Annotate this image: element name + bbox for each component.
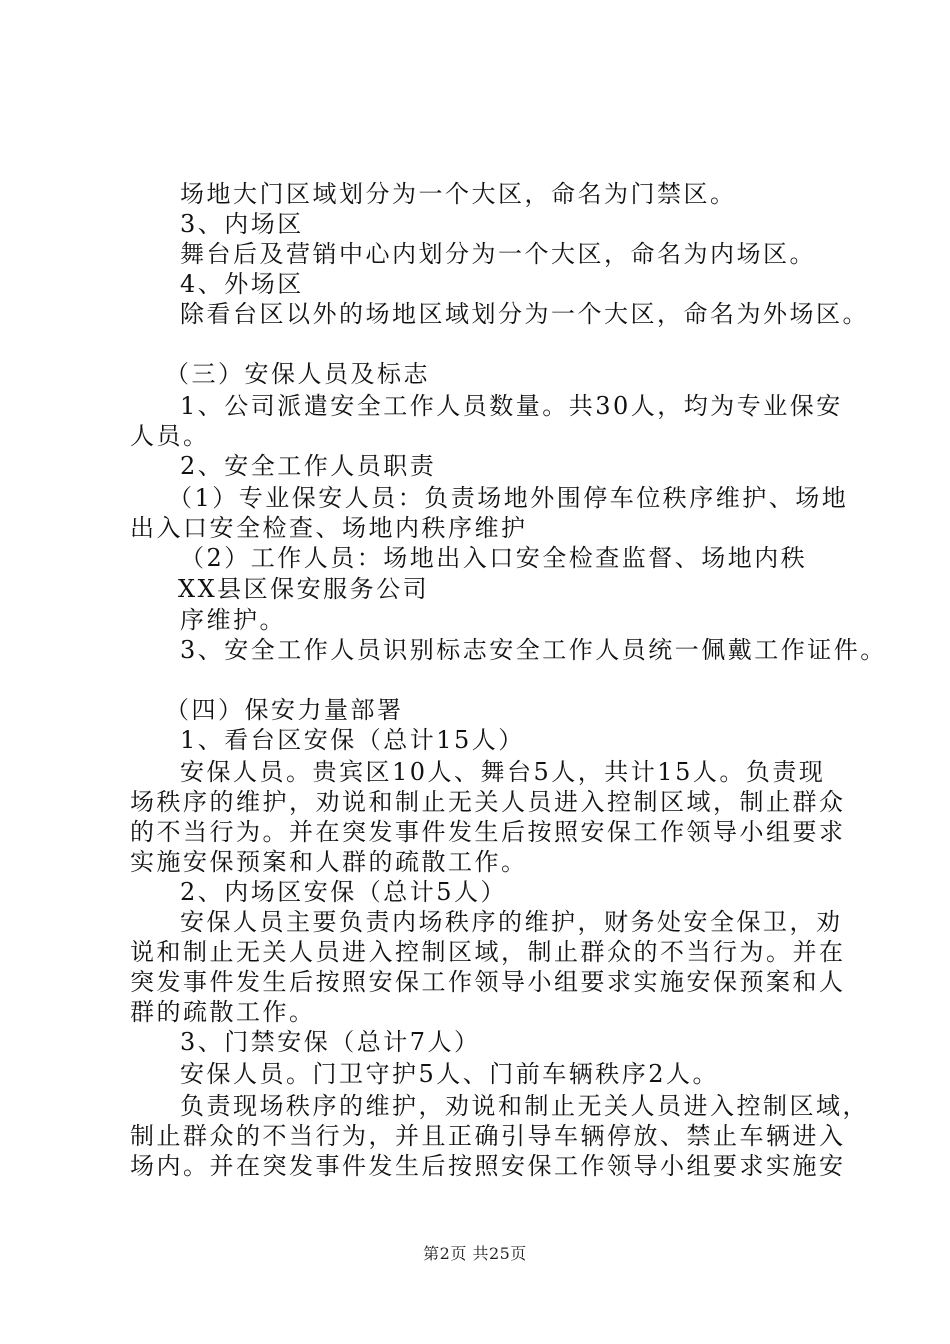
- section-heading: （三）安保人员及标志: [165, 360, 430, 388]
- section-heading: （四）保安力量部署: [165, 696, 404, 724]
- text-line: 实施安保预案和人群的疏散工作。: [130, 848, 528, 876]
- text-line: 制止群众的不当行为，并且正确引导车辆停放、禁止车辆进入: [130, 1122, 846, 1150]
- subsection-heading: 1、看台区安保（总计15人）: [180, 726, 525, 754]
- text-line: 3、内场区: [180, 210, 304, 238]
- text-line: 除看台区以外的场地区域划分为一个大区，命名为外场区。: [180, 300, 869, 328]
- page-number-footer: 第2页 共25页: [423, 1244, 527, 1263]
- text-line: 1、公司派遣安全工作人员数量。共30人，均为专业保安: [180, 392, 843, 420]
- text-line: 序维护。: [180, 606, 286, 634]
- header-company-name: XX县区保安服务公司: [178, 575, 430, 603]
- text-line: 出入口安全检查、场地内秩序维护: [130, 514, 528, 542]
- text-line: 群的疏散工作。: [130, 998, 316, 1026]
- text-line: 负责现场秩序的维护，劝说和制止无关人员进入控制区域，: [180, 1092, 869, 1120]
- text-line: 舞台后及营销中心内划分为一个大区，命名为内场区。: [180, 240, 816, 268]
- subsection-heading: 3、门禁安保（总计7人）: [180, 1028, 481, 1056]
- text-line: 场内。并在突发事件发生后按照安保工作领导小组要求实施安: [130, 1152, 846, 1180]
- text-line: 场秩序的维护，劝说和制止无关人员进入控制区域，制止群众: [130, 788, 846, 816]
- text-line: 人员。: [130, 422, 210, 450]
- text-line: （1）专业保安人员：负责场地外围停车位秩序维护、场地: [168, 484, 849, 512]
- subsection-heading: 2、内场区安保（总计5人）: [180, 878, 508, 906]
- text-line: 3、安全工作人员识别标志安全工作人员统一佩戴工作证件。: [180, 636, 887, 664]
- text-line: （2）工作人员：场地出入口安全检查监督、场地内秩: [180, 544, 808, 572]
- text-line: 突发事件发生后按照安保工作领导小组要求实施安保预案和人: [130, 968, 846, 996]
- text-line: 说和制止无关人员进入控制区域，制止群众的不当行为。并在: [130, 938, 846, 966]
- text-line: 的不当行为。并在突发事件发生后按照安保工作领导小组要求: [130, 818, 846, 846]
- text-line: 安保人员。贵宾区10人、舞台5人，共计15人。负责现: [180, 758, 826, 786]
- text-line: 场地大门区域划分为一个大区，命名为门禁区。: [180, 180, 737, 208]
- text-line: 安保人员主要负责内场秩序的维护，财务处安全保卫，劝: [180, 908, 843, 936]
- text-line: 安保人员。门卫守护5人、门前车辆秩序2人。: [180, 1060, 720, 1088]
- text-line: 2、安全工作人员职责: [180, 452, 437, 480]
- text-line: 4、外场区: [180, 270, 304, 298]
